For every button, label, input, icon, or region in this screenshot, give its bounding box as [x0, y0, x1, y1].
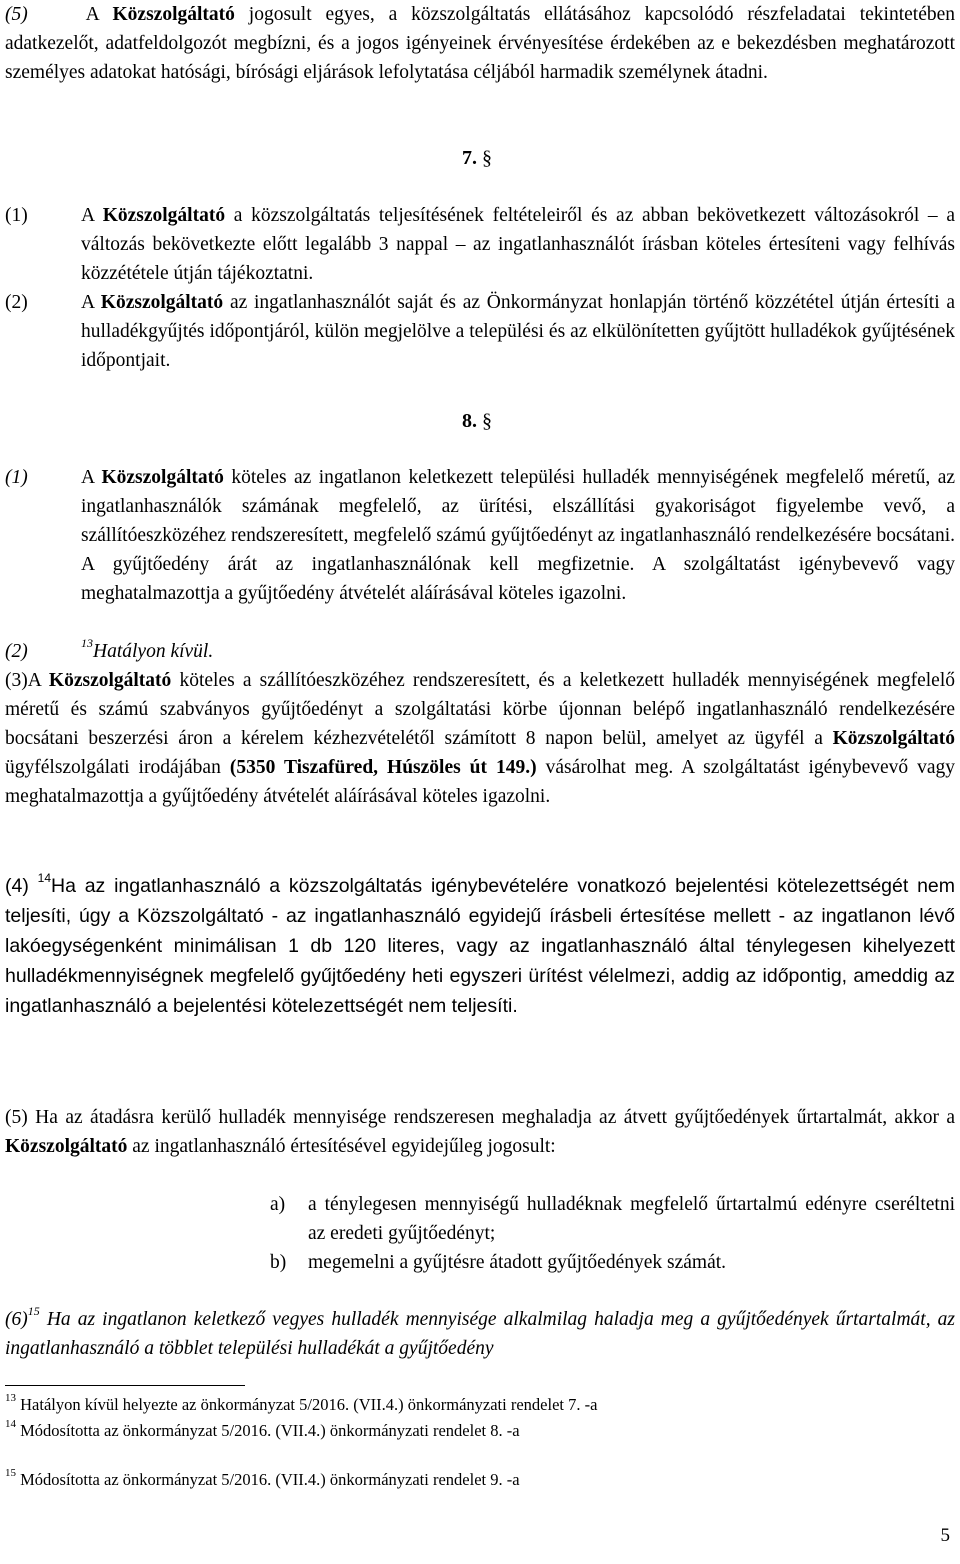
provider-name: Közszolgáltató: [112, 4, 235, 25]
paragraph-label: (1): [5, 205, 28, 226]
footnote-divider: [5, 1385, 245, 1386]
section-heading-7: 7. §: [462, 147, 492, 169]
provider-name: Közszolgáltató: [832, 728, 955, 749]
section-heading-8: 8. §: [462, 410, 492, 432]
footnote-15: $^{15}$ Módosította az önkormányzat 5/2016. (VII.4.) önkormányzati rendelet 9. -a: [5, 1466, 520, 1489]
section-sign: §: [482, 410, 492, 432]
paragraph-label: (2): [5, 641, 28, 662]
paragraph-label: (6): [5, 1309, 28, 1330]
paragraph-label: (1): [5, 467, 28, 488]
section-7-paragraph-2: (2) A Közszolgáltató az ingatlanhasználót saját és az Önkormányzat honlapján történő közzététel útján értesíti a hulladékgyűjtés időpontjáról, külön megjelölve a települési és az elkülönítetten gyűjtött hulladékok gyűjtésének időpontjait.: [5, 288, 955, 375]
provider-address: (5350 Tiszafüred, Húszöles út 149.): [229, 757, 537, 778]
paragraph-label: (2): [5, 292, 28, 313]
provider-name: Közszolgáltató: [48, 670, 172, 691]
list-item-a: a) a ténylegesen mennyiségű hulladéknak megfelelő űrtartalmú edényre cseréltetni az eredeti gyűjtőedényt;: [270, 1190, 955, 1248]
section-sign: §: [482, 147, 492, 169]
section-8-paragraph-4: (4) $^{14}$Ha az ingatlanhasználó a közszolgáltatás igénybevételére vonatkozó bejelentési kötelezettségét nem teljesíti, úgy a Közszolgáltató - az ingatlanhasználó egyidejű írásbeli értesítése mellett - az ingatlanon lévő lakóegységenként minimálisan 1 db 120 literes, vagy az ingatlanhasználó által ténylegesen kihelyezett hulladékmennyiségnek megfelelő gyűjtőedény heti egyszeri ürítést vélelmezi, addig az időpontig, ameddig az ingatlanhasználó a bejelentési kötelezettségét nem teljesíti.: [5, 870, 955, 1017]
section-8-paragraph-1: (1) A Közszolgáltató köteles az ingatlanon keletkezett települési hulladék mennyiségének megfelelő méretű, az ingatlanhasználók számának megfelelő, az ürítési, elszállítási gyakoriságot figyelembe vevő, a szállítóeszközéhez rendszeresített, megfelelő számú gyűjtőedényt az ingatlanhasználó rendelkezésére bocsátani. A gyűjtőedény árát az ingatlanhasználónak kell megfizetnie. A szolgáltatást igénybevevő vagy meghatalmazottja a gyűjtőedény átvételét aláírásával köteles igazolni.: [5, 463, 955, 608]
list-item-label: b): [270, 1252, 287, 1273]
provider-name: Közszolgáltató: [101, 467, 224, 488]
footnote-ref[interactable]: 13: [81, 635, 93, 650]
section-8-paragraph-6: $(6)^{15}$ Ha az ingatlanon keletkező vegyes hulladék mennyisége alkalmilag haladja meg a gyűjtőedények űrtartalmát, az ingatlanhasználó a többlet települési hulladékát a gyűjtőedény: [5, 1303, 956, 1359]
section-8-paragraph-5: (5) Ha az átadásra kerülő hulladék mennyisége rendszeresen meghaladja az átvett gyűjtőedények űrtartalmát, akkor a Közszolgáltató az ingatlanhasználó értesítésével egyidejűleg jogosult:: [5, 1107, 956, 1157]
provider-name: Közszolgáltató: [5, 1136, 128, 1157]
section-8-paragraph-2: (2) $^{13}$Hatályon kívül.: [5, 637, 955, 666]
paragraph-label: (3)A: [5, 670, 41, 691]
paragraph-5: (5) A Közszolgáltató jogosult egyes, a közszolgáltatás ellátásához kapcsolódó részfeladatai tekintetében adatkezelőt, adatfeldolgozót megbízni, és a jogos igényeinek érvényesítése érdekében az e bekezdésben meghatározott személyes adatokat hatósági, bírósági eljárások lefolytatása céljából harmadik személynek átadni.: [5, 4, 956, 83]
paragraph-label: (5): [5, 4, 28, 25]
provider-name: Közszolgáltató: [102, 205, 226, 226]
section-7-paragraph-1: (1) A Közszolgáltató a közszolgáltatás teljesítésének feltételeiről és az abban bekövetkezett változásokról – a változás bekövetkezte előtt legalább 3 nappal – az ingatlanhasználót írásban köteles értesíteni vagy felhívás közzététele útján tájékoztatni.: [5, 201, 955, 288]
paragraph-label: (5): [5, 1107, 28, 1128]
footnote-ref[interactable]: 15: [27, 1303, 40, 1318]
paragraph-label: (4): [5, 875, 29, 897]
footnote-13: $^{13}$ Hatályon kívül helyezte az önkormányzat 5/2016. (VII.4.) önkormányzati rendelet 7. -a: [5, 1391, 598, 1414]
list-item-label: a): [270, 1194, 286, 1215]
footnote-ref[interactable]: 14: [37, 870, 51, 885]
list-item-b: b) megemelni a gyűjtésre átadott gyűjtőedények számát.: [270, 1248, 955, 1277]
footnote-14: $^{14}$ Módosította az önkormányzat 5/2016. (VII.4.) önkormányzati rendelet 8. -a: [5, 1417, 520, 1440]
page-number: 5: [940, 1525, 950, 1546]
section-8-paragraph-3: (3)A Közszolgáltató köteles a szállítóeszközéhez rendszeresített, és a keletkezett hulladék mennyiségének megfelelő méretű és számú szabványos gyűjtőedényt a szolgáltatási körbe újonnan belépő ingatlanhasználó rendelkezésére bocsátani beszerzési áron a kérelem kézhezvételétől számított 8 napon belül, amelyet az ügyfél a Közszolgáltató ügyfélszolgálati irodájában (5350 Tiszafüred, Húszöles út 149.) vásárolhat meg. A szolgáltatást igénybevevő vagy meghatalmazottja a gyűjtőedény átvételét aláírásával köteles igazolni.: [5, 670, 956, 807]
provider-name: Közszolgáltató: [100, 292, 224, 313]
